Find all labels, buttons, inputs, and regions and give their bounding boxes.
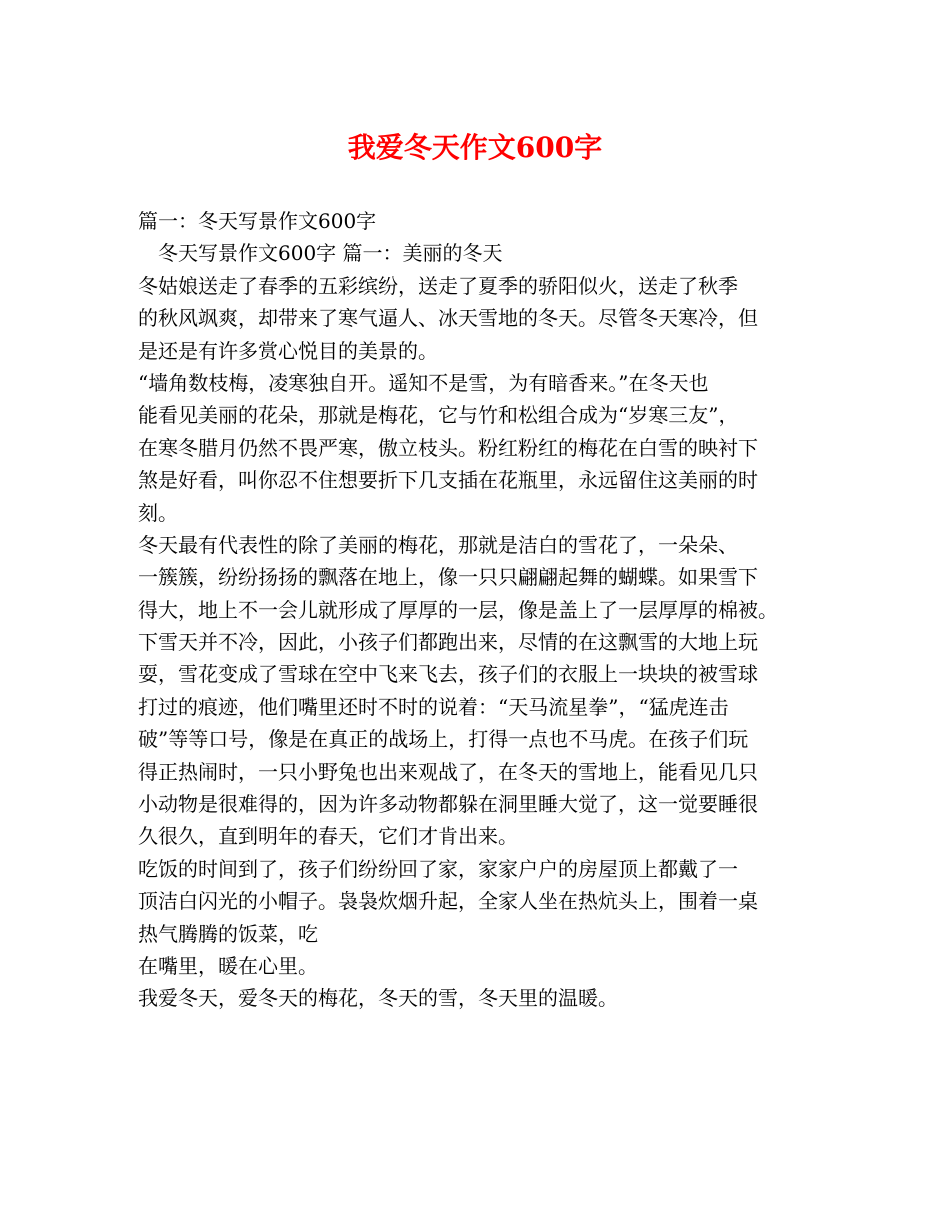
text-line: 冬天最有代表性的除了美丽的梅花，那就是洁白的雪花了，一朵朵、 [138,532,738,557]
document-title: 我爱冬天作文600字 [347,131,603,164]
text-line: 一簇簇，纷纷扬扬的飘落在地上，像一只只翩翩起舞的蝴蝶。如果雪下 [138,565,758,590]
text-line: 煞是好看，叫你忍不住想要折下几支插在花瓶里，永远留住这美丽的时 [138,468,758,493]
text-line: 破”等等口号，像是在真正的战场上，打得一点也不马虎。在孩子们玩 [138,727,749,752]
text-line: 在嘴里，暖在心里。 [138,953,318,978]
document-body [138,205,828,1015]
text-line: 的秋风飒爽，却带来了寒气逼人、冰天雪地的冬天。尽管冬天寒冷，但 [138,306,758,331]
text-line: 篇一：冬天写景作文600字 [138,209,377,233]
text-line: 耍，雪花变成了雪球在空中飞来飞去，孩子们的衣服上一块块的被雪球 [138,662,758,687]
text-line: 在寒冬腊月仍然不畏严寒，傲立枝头。粉红粉红的梅花在白雪的映衬下 [138,435,758,460]
text-line: “墙角数枝梅，凌寒独自开。遥知不是雪，为有暗香来。”在冬天也 [138,370,709,395]
text-line: 我爱冬天，爱冬天的梅花，冬天的雪，冬天里的温暖。 [138,986,618,1011]
text-line: 顶洁白闪光的小帽子。袅袅炊烟升起，全家人坐在热炕头上，围着一桌 [138,889,758,914]
text-line: 冬天写景作文600字 篇一：美丽的冬天 [138,241,503,266]
text-line: 小动物是很难得的，因为许多动物都躲在洞里睡大觉了，这一觉要睡很 [138,792,758,817]
text-line: 冬姑娘送走了春季的五彩缤纷，送走了夏季的骄阳似火，送走了秋季 [138,273,738,298]
text-line: 久很久，直到明年的春天，它们才肯出来。 [138,824,518,849]
text-line: 能看见美丽的花朵，那就是梅花，它与竹和松组合成为“岁寒三友”， [138,403,739,428]
text-line: 下雪天并不冷，因此，小孩子们都跑出来，尽情的在这飘雪的大地上玩 [138,630,758,655]
text-line: 吃饭的时间到了，孩子们纷纷回了家，家家户户的房屋顶上都戴了一 [138,856,738,881]
text-line: 得大，地上不一会儿就形成了厚厚的一层，像是盖上了一层厚厚的棉被。 [138,597,778,622]
text-line: 刻。 [138,500,178,525]
text-line: 打过的痕迹，他们嘴里还时不时的说着：“天马流星拳”，“猛虎连击 [138,694,729,719]
text-line: 得正热闹时，一只小野兔也出来观战了，在冬天的雪地上，能看见几只 [138,759,758,784]
text-line: 热气腾腾的饭菜，吃 [138,921,318,946]
text-line: 是还是有许多赏心悦目的美景的。 [138,338,438,363]
